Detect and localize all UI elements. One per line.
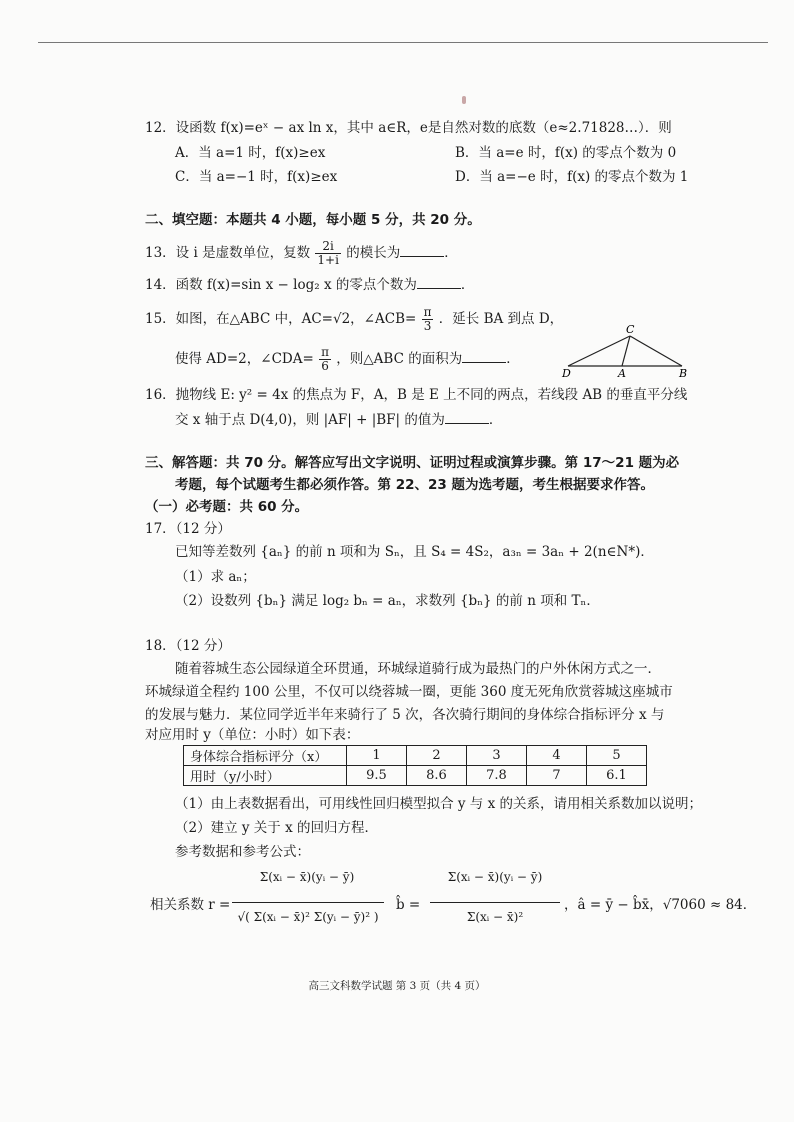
top-rule [38,42,768,43]
q15-frac1-num: π [423,305,432,319]
q12-stem: 12．设函数 f(x)=eˣ − ax ln x，其中 a∈R，e是自然对数的底数（e≈2.71828…）．则 [145,120,672,136]
q18-line4: 对应用时 y（单位：小时）如下表： [145,727,360,743]
q17-part1: （1）求 aₙ； [175,569,256,585]
q15-label-d: D [562,367,571,378]
q17-part2: （2）设数列 {bₙ} 满足 log₂ bₙ = aₙ，求数列 {bₙ} 的前 n 项和 Tₙ． [175,593,600,609]
b-numerator: Σ(xᵢ − x̄)(yᵢ − ȳ) [447,870,543,884]
q18-line3: 的发展与魅力．某位同学近半年来骑行了 5 次，各次骑行期间的身体综合指标评分 x 与 [145,707,665,723]
q18-line2: 环城绿道全程约 100 公里，不仅可以绕蓉城一圈，更能 360 度无死角欣赏蓉城这座城市 [145,684,673,700]
q15-fraction1 [422,306,434,333]
table-cell: 6.1 [587,766,647,786]
q18-formula-line [150,868,757,946]
q15-line1-post: ．延长 BA 到点 D， [438,311,564,327]
q14 [145,276,474,294]
b-fraction-bar [430,902,560,903]
q17-head: 17．（12 分） [145,521,231,537]
q14-answer-blank [417,276,461,289]
q13-pre: 13．设 i 是虚数单位，复数 [145,245,311,261]
r-denominator: √( Σ(xᵢ − x̄)² Σ(yᵢ − ȳ)² ) [237,910,379,924]
q15-segment-dc [568,336,630,366]
q13-frac-den: 1+i [317,253,339,267]
q18-part2: （2）建立 y 关于 x 的回归方程． [175,820,378,836]
r-label: 相关系数 r = [150,897,231,913]
page-footer: 高三文科数学试题 第 3 页（共 4 页） [308,980,486,992]
q13-end: ． [444,245,458,261]
q16-line2 [175,411,502,429]
q12-option-c: C．当 a=−1 时，f(x)≥ex [175,169,338,185]
q15-triangle-figure [560,322,690,378]
q15-line2-post: ，则△ABC 的面积为 [336,351,463,367]
scan-speck [462,96,466,104]
q16-end: ． [488,412,503,428]
table-cell: 7 [527,766,587,786]
q12-option-d: D．当 a=−e 时，f(x) 的零点个数为 1 [455,169,689,185]
q14-end: ． [460,277,475,293]
table-cell: 4 [527,746,587,766]
q14-text: 14．函数 f(x)=sin x − log₂ x 的零点个数为 [145,277,417,293]
table-row [184,746,647,766]
q18-line1: 随着蓉城生态公园绿道全环贯通，环城绿道骑行成为最热门的户外休闲方式之一． [175,661,661,677]
q15-frac2-den: 6 [321,359,329,373]
q16-line2-text: 交 x 轴于点 D(4,0)，则 |AF| + |BF| 的值为 [175,412,445,428]
q15-segment-ca [622,336,630,366]
q17-stem: 已知等差数列 {aₙ} 的前 n 项和为 Sₙ，且 S₄ = 4S₂，a₃ₙ = 3aₙ + 2(n∈N*)． [175,544,654,560]
q13 [145,236,458,270]
q15-end: ． [506,351,520,367]
table-cell: 2 [407,746,467,766]
q12-option-a: A．当 a=1 时，f(x)≥ex [175,145,326,161]
table-cell: 8.6 [407,766,467,786]
q15-segment-cb [630,336,682,366]
section3-line3: （一）必考题：共 60 分。 [145,499,309,515]
section3-line1: 三、解答题：共 70 分。解答应写出文字说明、证明过程或演算步骤。第 17～21 题为必 [145,455,680,471]
r-fraction-bar [232,902,384,903]
q13-post: 的模长为 [346,245,401,261]
section2-title: 二、填空题：本题共 4 小题，每小题 5 分，共 20 分。 [145,212,481,228]
q16-line1: 16．抛物线 E: y² = 4x 的焦点为 F，A，B 是 E 上不同的两点，若线段 AB 的垂直平分线 [145,387,688,403]
formula-tail: ，â = ȳ − b̂x̄，√7060 ≈ 84． [564,897,757,913]
q13-answer-blank [400,244,444,257]
table-cell: 9.5 [347,766,407,786]
r-numerator: Σ(xᵢ − x̄)(yᵢ − ȳ) [259,870,355,884]
q18-reference: 参考数据和参考公式： [175,844,310,860]
q16-answer-blank [445,411,489,424]
q15-line1 [145,302,563,336]
table-cell: 5 [587,746,647,766]
q15-label-b: B [679,367,688,378]
table-row-header-y: 用时（y/小时） [184,766,347,786]
b-denominator: Σ(xᵢ − x̄)² [466,910,524,924]
b-label: b̂ = [396,897,421,913]
table-row [184,766,647,786]
table-row-header-x: 身体综合指标评分（x） [184,746,347,766]
table-cell: 3 [467,746,527,766]
table-cell: 1 [347,746,407,766]
section3-line2: 考题，每个试题考生都必须作答。第 22、23 题为选考题，考生根据要求作答。 [175,477,654,493]
q15-line1-pre: 15．如图，在△ABC 中，AC=√2，∠ACB= [145,311,417,327]
q15-answer-blank [462,350,506,363]
q12-option-b: B．当 a=e 时，f(x) 的零点个数为 0 [455,145,677,161]
q15-label-c: C [626,323,635,336]
q15-line2 [175,342,520,376]
q18-data-table [183,745,647,786]
q13-fraction [315,240,341,267]
q18-head: 18．（12 分） [145,638,231,654]
q15-line2-pre: 使得 AD=2，∠CDA= [175,351,314,367]
q13-frac-num: 2i [322,239,334,253]
q15-frac1-den: 3 [423,319,432,333]
q18-part1: （1）由上表数据看出，可用线性回归模型拟合 y 与 x 的关系，请用相关系数加以说明； [175,796,702,812]
q15-frac2-num: π [321,345,329,359]
table-cell: 7.8 [467,766,527,786]
q15-fraction2 [319,346,331,373]
q15-label-a: A [618,367,626,378]
